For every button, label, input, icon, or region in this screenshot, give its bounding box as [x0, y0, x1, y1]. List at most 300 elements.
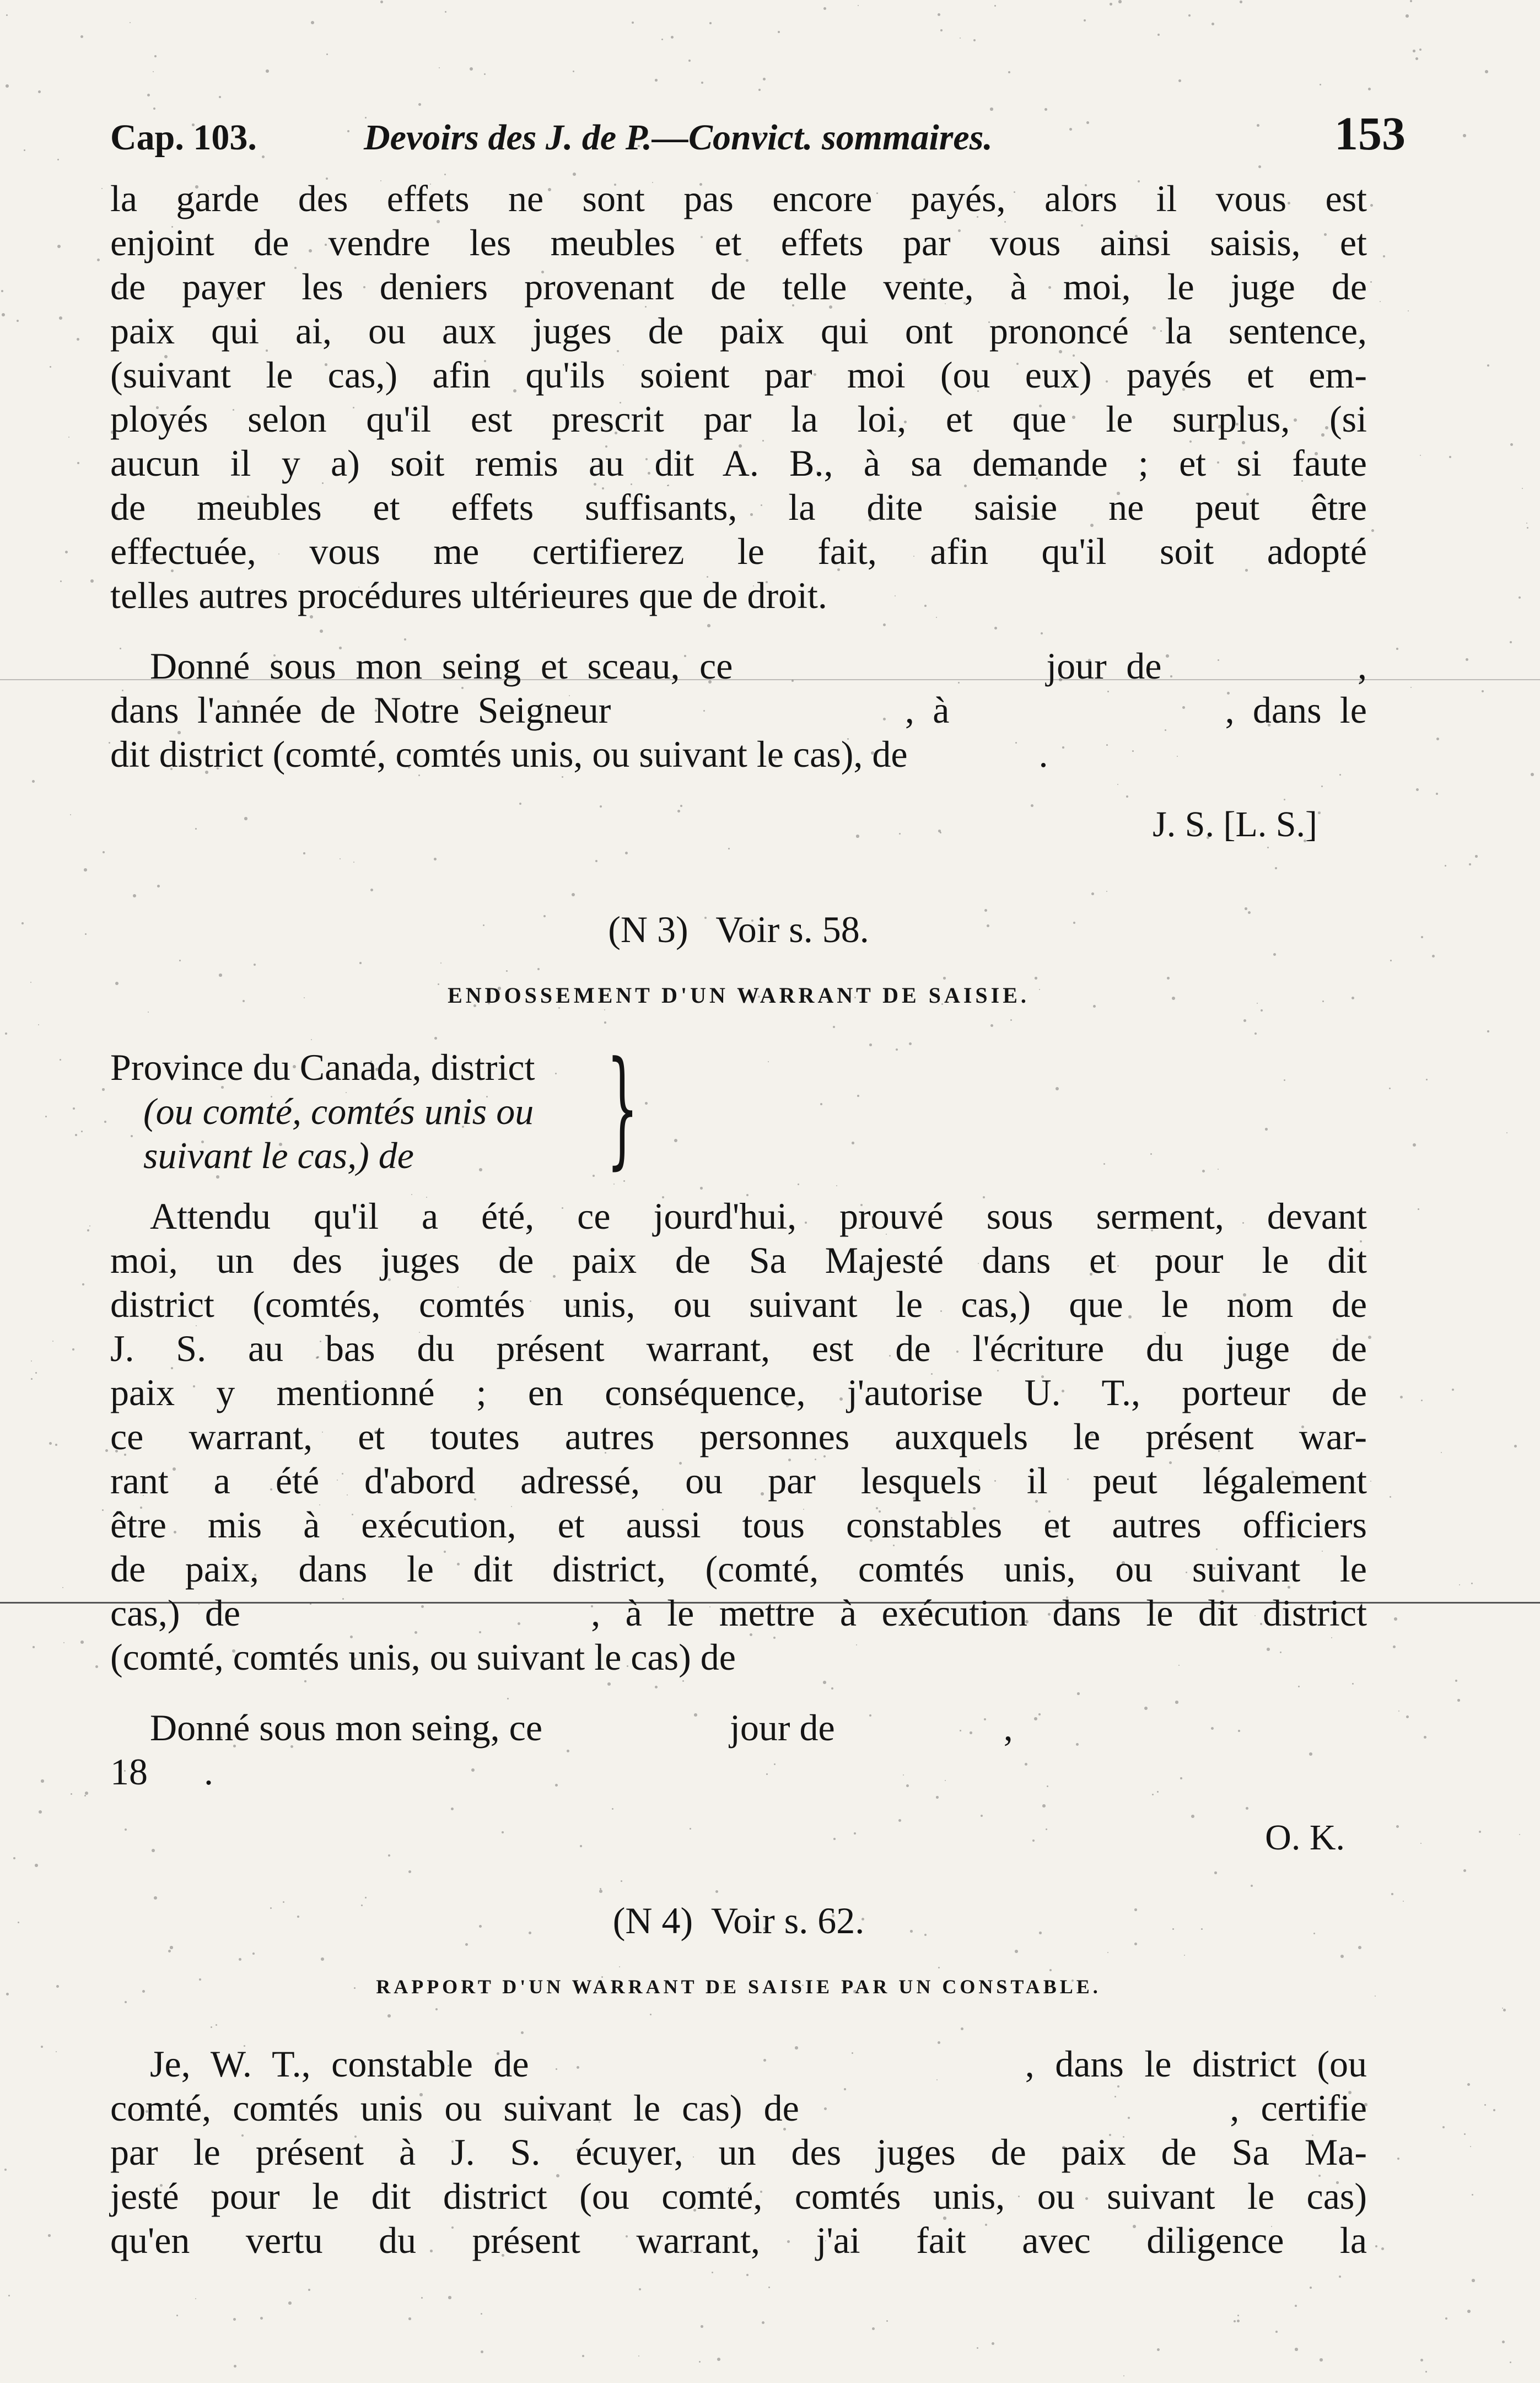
scan-noise-speck — [701, 2325, 703, 2328]
scan-noise-speck — [1370, 1481, 1371, 1482]
scan-noise-speck — [910, 1930, 913, 1933]
scan-noise-speck — [473, 1004, 476, 1007]
scan-noise-speck — [8, 2295, 10, 2296]
scan-noise-speck — [762, 2321, 764, 2324]
scan-noise-speck — [871, 751, 874, 755]
scan-noise-speck — [434, 858, 437, 860]
scan-noise-speck — [1133, 2225, 1136, 2228]
scan-noise-speck — [451, 2226, 454, 2229]
scan-noise-speck — [244, 2045, 245, 2047]
scan-noise-speck — [1172, 1928, 1174, 1930]
scan-noise-speck — [988, 321, 990, 323]
scan-noise-speck — [48, 2234, 51, 2237]
scan-noise-speck — [591, 1605, 593, 1607]
scan-noise-speck — [266, 349, 268, 352]
scan-noise-speck — [1240, 1, 1242, 3]
scan-noise-speck — [1243, 1293, 1246, 1297]
scan-noise-speck — [1298, 1686, 1300, 1687]
scan-noise-speck — [426, 1197, 427, 1198]
scan-noise-speck — [1519, 596, 1521, 599]
text-line: de payer les deniers provenant de telle vente, à moi, le juge de — [110, 266, 1367, 308]
scan-noise-speck — [1132, 750, 1134, 752]
spacer — [110, 1183, 1367, 1194]
scan-noise-speck — [1348, 2192, 1351, 2194]
scan-noise-speck — [1469, 863, 1471, 865]
scan-noise-speck — [139, 556, 142, 558]
scan-noise-speck — [497, 2052, 499, 2055]
scan-noise-speck — [1107, 691, 1109, 692]
scan-noise-speck — [97, 259, 100, 261]
scan-noise-speck — [1157, 1791, 1159, 1793]
scan-noise-speck — [337, 1480, 338, 1481]
province-line: suivant le cas,) de — [143, 1134, 414, 1176]
scan-noise-speck — [1237, 2320, 1240, 2322]
scan-noise-speck — [1182, 388, 1185, 391]
scan-noise-speck — [832, 1914, 834, 1917]
form-3-title: ENDOSSEMENT D'UN WARRANT DE SAISIE. — [448, 983, 1030, 1008]
text-line: cas,) de , à le mettre à exécution dans le dit district — [110, 1592, 1367, 1634]
scan-noise-speck — [1093, 1005, 1096, 1008]
scan-noise-speck — [1201, 1928, 1203, 1930]
text-line: qu'en vertu du présent warrant, j'ai fait avec diligence la — [110, 2219, 1367, 2261]
scan-noise-speck — [746, 1194, 749, 1196]
scan-noise-speck — [847, 738, 849, 740]
brace-glyph: } — [606, 1035, 639, 1182]
scan-noise-speck — [388, 1278, 391, 1281]
scan-noise-speck — [1032, 1839, 1035, 1842]
text-line: paix qui ai, ou aux juges de paix qui ont prononcé la sentence, — [110, 310, 1367, 352]
scan-noise-speck — [18, 1922, 19, 1923]
scan-noise-speck — [1403, 1901, 1404, 1902]
scan-noise-speck — [1397, 2158, 1399, 2160]
text-line: moi, un des juges de paix de Sa Majesté dans et pour le dit — [110, 1239, 1367, 1281]
scan-noise-speck — [2, 313, 5, 316]
scan-noise-speck — [1321, 433, 1324, 437]
scan-noise-speck — [1211, 23, 1214, 25]
scan-noise-speck — [81, 1131, 83, 1132]
scan-noise-speck — [219, 96, 221, 98]
scan-noise-speck — [1235, 2158, 1236, 2159]
scan-noise-speck — [853, 1990, 857, 1993]
scan-noise-speck — [994, 627, 997, 630]
scan-noise-speck — [763, 2059, 766, 2062]
spacer — [110, 1794, 1367, 1816]
scan-noise-speck — [308, 2289, 310, 2291]
scan-noise-speck — [833, 1026, 835, 1028]
scan-noise-speck — [17, 320, 19, 322]
scan-noise-speck — [970, 1731, 972, 1734]
scan-noise-speck — [858, 5, 859, 6]
scan-noise-speck — [370, 1061, 372, 1062]
scan-noise-speck — [35, 1864, 38, 1867]
scan-noise-speck — [1360, 1602, 1363, 1604]
scan-noise-speck — [153, 107, 155, 110]
scan-noise-speck — [266, 69, 269, 73]
scan-noise-speck — [77, 338, 79, 341]
scan-noise-speck — [1420, 2359, 1423, 2362]
scan-noise-speck — [55, 1444, 57, 1446]
scan-noise-speck — [1265, 1128, 1268, 1131]
scan-noise-speck — [1020, 417, 1022, 419]
scan-noise-speck — [960, 37, 961, 39]
text-line: district (comtés, comtés unis, ou suivant le cas,) que le nom de — [110, 1283, 1367, 1325]
scan-noise-speck — [260, 2317, 263, 2320]
scan-noise-speck — [176, 2315, 178, 2316]
scan-noise-speck — [931, 1373, 933, 1375]
scan-noise-speck — [1396, 648, 1398, 650]
text-line: ce warrant, et toutes autres personnes auxquels le présent war- — [110, 1416, 1367, 1457]
scan-noise-speck — [1426, 1079, 1428, 1080]
scan-noise-speck — [1351, 558, 1353, 560]
scan-noise-speck — [760, 2191, 762, 2193]
scan-noise-speck — [1294, 341, 1297, 344]
scan-noise-speck — [943, 977, 946, 980]
scan-noise-speck — [607, 1682, 611, 1686]
scan-noise-speck — [68, 437, 69, 438]
scan-noise-speck — [1445, 865, 1446, 867]
scan-noise-speck — [1472, 2279, 1475, 2282]
scan-noise-speck — [73, 1107, 75, 1110]
scan-noise-speck — [943, 2217, 946, 2220]
scan-noise-speck — [471, 1768, 475, 1772]
scan-noise-speck — [164, 355, 168, 358]
scan-noise-speck — [408, 1870, 411, 1873]
scan-noise-speck — [321, 1957, 324, 1961]
scan-noise-speck — [670, 369, 672, 371]
text-line: être mis à exécution, et aussi tous constables et autres officiers — [110, 1504, 1367, 1546]
scan-noise-speck — [1090, 1433, 1094, 1437]
scan-noise-speck — [1044, 108, 1047, 111]
scan-noise-speck — [1, 290, 3, 292]
scan-noise-speck — [1375, 1995, 1376, 1997]
scan-noise-speck — [886, 2320, 888, 2322]
scan-noise-speck — [199, 1978, 201, 1981]
scan-noise-speck — [325, 244, 327, 246]
scan-noise-speck — [84, 868, 87, 872]
scan-noise-speck — [241, 2134, 244, 2137]
scan-noise-speck — [1324, 233, 1327, 236]
scan-noise-speck — [521, 2031, 524, 2034]
scan-noise-speck — [195, 828, 197, 830]
scan-noise-speck — [1041, 1375, 1044, 1378]
scan-noise-speck — [103, 851, 105, 853]
scan-noise-speck — [1236, 423, 1239, 426]
spacer — [110, 951, 1367, 973]
scan-noise-speck — [1160, 330, 1162, 332]
scan-noise-speck — [380, 1, 383, 3]
scan-noise-speck — [750, 1633, 752, 1636]
scan-noise-speck — [707, 624, 710, 627]
scan-noise-speck — [684, 655, 686, 657]
scan-noise-speck — [1479, 1831, 1481, 1833]
scan-noise-speck — [90, 579, 94, 583]
scan-noise-speck — [131, 1135, 133, 1137]
scan-noise-speck — [1243, 1019, 1246, 1022]
scan-noise-speck — [631, 483, 632, 485]
scan-noise-speck — [1408, 310, 1409, 311]
text-line: Je, W. T., constable de , dans le district (ou — [150, 2043, 1367, 2085]
scan-noise-speck — [179, 960, 181, 961]
scan-noise-speck — [1090, 1273, 1092, 1276]
text-line: ployés selon qu'il est prescrit par la loi, et que le surplus, (si — [110, 398, 1367, 440]
scan-noise-speck — [339, 647, 342, 649]
scan-noise-speck — [1484, 2104, 1486, 2106]
scan-noise-speck — [156, 406, 159, 409]
scan-noise-speck — [1122, 325, 1123, 327]
scan-noise-speck — [56, 2051, 57, 2052]
scan-noise-speck — [244, 817, 247, 820]
scan-noise-speck — [1467, 2083, 1470, 2086]
scan-noise-speck — [763, 1927, 767, 1930]
scan-noise-speck — [701, 82, 703, 84]
scan-noise-speck — [1455, 1680, 1457, 1682]
scan-noise-speck — [1406, 14, 1409, 18]
scan-noise-speck — [992, 2342, 994, 2345]
scan-noise-speck — [1034, 1717, 1037, 1720]
scan-noise-speck — [421, 2297, 423, 2299]
scan-noise-speck — [60, 580, 62, 582]
scan-noise-speck — [1170, 675, 1172, 677]
scan-noise-speck — [1410, 687, 1412, 688]
scan-noise-speck — [38, 90, 41, 93]
scan-noise-speck — [1320, 2358, 1323, 2362]
scan-noise-speck — [1059, 350, 1062, 353]
scan-noise-speck — [924, 605, 927, 607]
scan-noise-speck — [1322, 1000, 1324, 1002]
scan-noise-speck — [1237, 2315, 1239, 2316]
scan-noise-speck — [72, 1348, 74, 1351]
scan-noise-speck — [408, 2317, 411, 2320]
scan-noise-speck — [1039, 1932, 1042, 1934]
scan-noise-speck — [1339, 2276, 1341, 2278]
scan-noise-speck — [13, 1857, 15, 1859]
scan-noise-speck — [1172, 997, 1175, 1000]
scan-noise-speck — [1336, 1338, 1338, 1341]
scan-noise-speck — [795, 2046, 798, 2050]
scan-noise-speck — [1288, 1586, 1290, 1589]
scan-noise-speck — [1268, 724, 1270, 727]
scan-noise-speck — [342, 1598, 344, 1600]
scan-noise-speck — [1233, 2123, 1235, 2125]
scan-noise-speck — [1251, 1885, 1253, 1887]
scan-noise-speck — [1213, 1567, 1215, 1569]
scan-noise-speck — [481, 2313, 482, 2315]
scan-noise-speck — [1077, 1692, 1080, 1695]
scan-noise-speck — [1471, 1583, 1473, 1584]
scan-noise-speck — [1258, 165, 1261, 168]
scan-noise-speck — [147, 94, 150, 96]
text-line: enjoint de vendre les meubles et effets par vous ainsi saisis, et — [110, 222, 1367, 263]
scan-noise-speck — [1301, 480, 1303, 482]
scan-noise-speck — [875, 1478, 878, 1482]
scan-noise-speck — [221, 1086, 224, 1089]
scan-noise-speck — [50, 366, 51, 368]
scan-noise-speck — [1010, 1019, 1012, 1021]
scan-noise-speck — [1432, 955, 1435, 957]
scan-noise-speck — [342, 1473, 343, 1475]
scan-noise-speck — [605, 445, 607, 448]
scan-noise-speck — [140, 1507, 142, 1509]
scan-noise-speck — [484, 360, 486, 362]
scan-noise-speck — [6, 84, 9, 88]
scan-noise-speck — [1400, 1396, 1403, 1398]
scan-noise-speck — [1055, 1529, 1058, 1532]
scan-noise-speck — [513, 389, 516, 392]
scan-noise-speck — [837, 568, 840, 571]
scan-noise-speck — [699, 183, 702, 186]
text-line: Donné sous mon seing et sceau, ce jour de , — [150, 645, 1367, 687]
scan-noise-speck — [1371, 529, 1374, 532]
scan-noise-speck — [1368, 88, 1371, 90]
paragraph-endorsement — [110, 1194, 1367, 1679]
form-3-reference: (N 3) Voir s. 58. — [608, 908, 869, 950]
scan-noise-speck — [154, 55, 157, 57]
scan-noise-speck — [1336, 2181, 1339, 2184]
scan-noise-speck — [62, 1587, 63, 1588]
scan-noise-speck — [1245, 569, 1248, 572]
scan-noise-speck — [1144, 1707, 1148, 1710]
scan-noise-speck — [1066, 1596, 1068, 1599]
scan-noise-speck — [1025, 1620, 1029, 1623]
scan-noise-speck — [1072, 416, 1075, 419]
province-line: Province du Canada, district — [110, 1046, 535, 1088]
scan-noise-speck — [1441, 1452, 1442, 1453]
scan-noise-speck — [1493, 2109, 1495, 2111]
scan-noise-speck — [1459, 1584, 1460, 1585]
scan-noise-speck — [938, 1967, 940, 1968]
scan-noise-speck — [1318, 811, 1321, 814]
province-line: (ou comté, comtés unis ou — [143, 1090, 534, 1132]
scan-noise-speck — [694, 1713, 697, 1717]
scan-noise-speck — [766, 581, 768, 583]
scan-noise-speck — [1415, 57, 1418, 60]
scan-noise-speck — [638, 2355, 639, 2357]
scan-noise-speck — [655, 79, 658, 82]
scan-noise-speck — [1117, 1265, 1119, 1267]
scan-noise-speck — [1449, 456, 1451, 458]
scan-noise-speck — [57, 159, 59, 160]
scan-noise-speck — [1442, 2126, 1445, 2128]
scan-noise-speck — [1169, 1461, 1172, 1464]
scan-noise-speck — [688, 60, 691, 62]
scan-noise-speck — [1170, 1255, 1171, 1257]
scan-noise-speck — [1502, 2341, 1505, 2343]
scan-noise-speck — [686, 1310, 689, 1314]
scan-noise-speck — [1340, 1955, 1344, 1958]
scan-noise-speck — [130, 22, 131, 23]
scan-noise-speck — [1015, 1950, 1018, 1953]
scan-noise-speck — [59, 316, 62, 320]
scan-noise-speck — [1421, 1400, 1423, 1401]
scan-noise-speck — [1389, 1088, 1391, 1089]
scan-noise-speck — [1350, 2067, 1352, 2068]
scan-noise-speck — [573, 173, 576, 176]
scan-noise-speck — [1062, 2146, 1065, 2149]
scan-noise-speck — [1418, 1208, 1419, 1210]
scan-noise-speck — [778, 31, 780, 33]
scan-noise-speck — [365, 117, 367, 119]
scan-noise-speck — [600, 805, 602, 808]
scan-noise-speck — [60, 1059, 61, 1061]
scan-noise-speck — [1381, 2247, 1384, 2250]
scan-noise-speck — [780, 1521, 783, 1524]
scan-noise-speck — [506, 970, 508, 972]
scan-noise-speck — [1166, 654, 1169, 658]
scan-noise-speck — [352, 1514, 353, 1515]
scan-noise-speck — [1191, 1815, 1194, 1818]
scan-noise-speck — [1467, 2310, 1471, 2313]
scan-noise-speck — [984, 909, 987, 912]
scan-noise-speck — [56, 1985, 59, 1988]
scan-noise-speck — [951, 1517, 952, 1519]
scan-noise-speck — [1375, 2245, 1377, 2247]
scan-noise-speck — [171, 1367, 173, 1369]
scan-noise-speck — [192, 123, 195, 126]
scan-noise-speck — [1086, 121, 1089, 124]
scan-noise-speck — [320, 630, 323, 633]
scan-noise-speck — [958, 682, 960, 684]
scan-noise-speck — [173, 1467, 176, 1471]
document-page — [110, 107, 1406, 2262]
scan-noise-speck — [788, 1459, 791, 1461]
paragraph-warrant-continuation — [110, 176, 1367, 617]
scan-noise-speck — [63, 1642, 64, 1643]
scan-noise-speck — [869, 1043, 872, 1046]
scan-noise-speck — [85, 1792, 88, 1795]
scan-noise-speck — [605, 1452, 606, 1454]
scan-noise-speck — [234, 2365, 236, 2368]
signature-ok: O. K. — [1265, 1817, 1345, 1858]
scan-noise-speck — [964, 485, 967, 487]
scan-noise-speck — [761, 504, 762, 506]
scan-noise-speck — [1091, 892, 1094, 895]
scan-noise-speck — [1182, 706, 1185, 709]
scan-noise-speck — [639, 2288, 641, 2290]
scan-noise-speck — [232, 1649, 235, 1653]
scan-noise-speck — [876, 192, 878, 194]
scan-noise-speck — [648, 472, 650, 475]
scan-noise-speck — [1294, 418, 1297, 422]
scan-noise-speck — [347, 130, 349, 132]
scan-noise-speck — [41, 1779, 44, 1783]
scan-noise-speck — [1180, 1777, 1182, 1779]
scan-noise-speck — [650, 2014, 651, 2015]
scan-noise-speck — [21, 922, 24, 924]
scan-noise-speck — [124, 1454, 126, 1456]
scan-noise-speck — [762, 440, 764, 442]
scan-noise-speck — [252, 1952, 255, 1955]
running-title: Devoirs des J. de P.—Convict. sommaires. — [364, 117, 993, 158]
scan-noise-speck — [350, 1636, 353, 1638]
scan-noise-speck — [1364, 2103, 1367, 2106]
scan-noise-speck — [1368, 1336, 1371, 1339]
scan-noise-speck — [899, 833, 901, 835]
scan-noise-speck — [1475, 855, 1478, 858]
scan-noise-speck — [1031, 804, 1033, 807]
scan-noise-speck — [1510, 2362, 1511, 2363]
scan-noise-speck — [150, 558, 154, 561]
scan-noise-speck — [1297, 2116, 1300, 2120]
scan-noise-speck — [288, 2301, 292, 2305]
scan-noise-speck — [445, 11, 446, 13]
scan-noise-speck — [133, 894, 136, 897]
scan-noise-speck — [1390, 1496, 1391, 1498]
scan-noise-speck — [261, 589, 263, 592]
scan-noise-speck — [1214, 1871, 1217, 1874]
scan-noise-speck — [1463, 1869, 1466, 1872]
scan-noise-speck — [303, 852, 305, 854]
scan-noise-speck — [617, 350, 619, 352]
